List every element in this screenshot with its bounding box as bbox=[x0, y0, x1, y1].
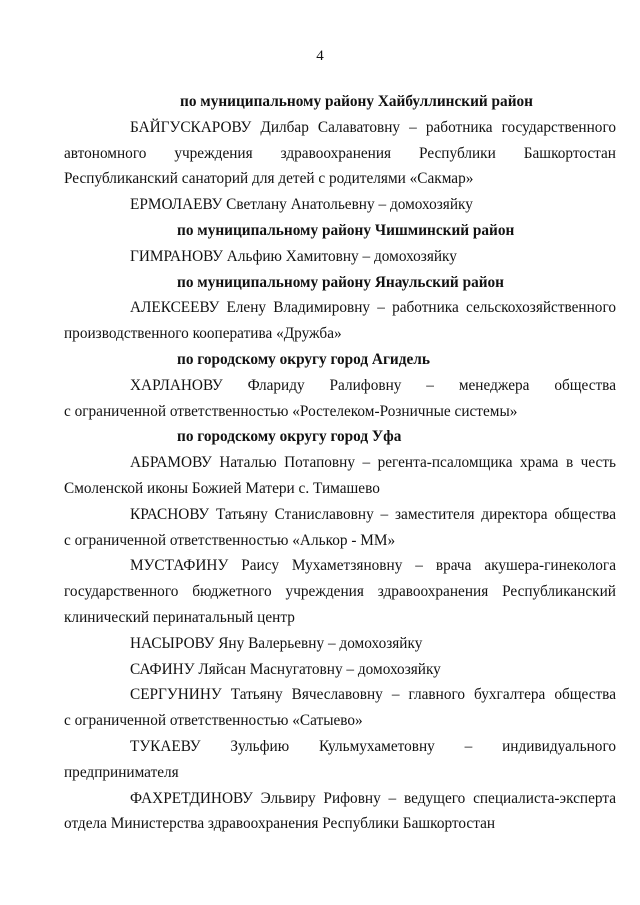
list-item bbox=[64, 657, 616, 683]
entry-first-line: ГИМРАНОВУ Альфию Хамитовну – домохозяйку bbox=[130, 247, 457, 265]
section-heading: по городскому округу город Уфа bbox=[177, 428, 402, 446]
entry-line: автономного учреждения здравоохранения Республики Башкортостан bbox=[64, 144, 616, 162]
document-body bbox=[64, 89, 616, 837]
entry-line: Смоленской иконы Божией Матери с. Тимашево bbox=[64, 479, 380, 497]
section-heading: по муниципальному району Хайбуллинский район bbox=[180, 93, 533, 110]
list-item bbox=[64, 192, 616, 218]
entry-line: государственного бюджетного учреждения здравоохранения Республиканский bbox=[64, 583, 616, 601]
list-item bbox=[64, 786, 616, 838]
entry-line: предпринимателя bbox=[64, 763, 179, 781]
list-item bbox=[64, 553, 616, 630]
entry-line: с ограниченной ответственностью «Алькор - ММ» bbox=[64, 531, 396, 549]
list-item bbox=[64, 734, 616, 786]
list-item bbox=[64, 373, 616, 425]
section-heading: по муниципальному району Чишминский район bbox=[177, 221, 515, 239]
list-item bbox=[64, 631, 616, 657]
section-heading: по городскому округу город Агидель bbox=[177, 350, 430, 368]
entry-first-line: ФАХРЕТДИНОВУ Эльвиру Рифовну – ведущего специалиста-эксперта bbox=[130, 789, 616, 807]
list-item bbox=[64, 115, 616, 192]
list-item bbox=[64, 450, 616, 502]
entry-line: с ограниченной ответственностью «Ростелеком-Розничные системы» bbox=[64, 402, 518, 420]
list-item bbox=[64, 502, 616, 554]
entry-first-line: КРАСНОВУ Татьяну Станиславовну – заместителя директора общества bbox=[130, 505, 616, 523]
entry-line: производственного кооператива «Дружба» bbox=[64, 325, 342, 343]
entry-first-line: САФИНУ Ляйсан Маснугатовну – домохозяйку bbox=[130, 660, 441, 678]
entry-line: Республиканский санаторий для детей с родителями «Сакмар» bbox=[64, 170, 474, 188]
entry-first-line: СЕРГУНИНУ Татьяну Вячеславовну – главного бухгалтера общества bbox=[130, 686, 616, 704]
entry-line: клинический перинатальный центр bbox=[64, 608, 295, 626]
list-item bbox=[64, 244, 616, 270]
entry-first-line: НАСЫРОВУ Яну Валерьевну – домохозяйку bbox=[130, 634, 423, 652]
entry-line: отдела Министерства здравоохранения Республики Башкортостан bbox=[64, 815, 496, 833]
section-heading: по муниципальному району Янаульский район bbox=[177, 273, 505, 291]
entry-first-line: ЕРМОЛАЕВУ Светлану Анатольевну – домохозяйку bbox=[130, 196, 473, 214]
entry-first-line: АБРАМОВУ Наталью Потаповну – регента-псаломщика храма в честь bbox=[130, 454, 616, 472]
list-item bbox=[64, 295, 616, 347]
entry-first-line: МУСТАФИНУ Раису Мухаметзяновну – врача акушера-гинеколога bbox=[130, 557, 616, 575]
entry-first-line: БАЙГУСКАРОВУ Дилбар Салаватовну – работника государственного bbox=[130, 118, 616, 136]
entry-line: с ограниченной ответственностью «Сатыево» bbox=[64, 712, 363, 730]
entry-first-line: АЛЕКСЕЕВУ Елену Владимировну – работника сельскохозяйственного bbox=[130, 299, 616, 317]
page-number: 4 bbox=[316, 48, 324, 64]
entry-first-line: ТУКАЕВУ Зульфию Кульмухаметовну – индивидуального bbox=[130, 737, 616, 755]
entry-first-line: ХАРЛАНОВУ Флариду Ралифовну – менеджера общества bbox=[130, 376, 616, 394]
list-item bbox=[64, 682, 616, 734]
